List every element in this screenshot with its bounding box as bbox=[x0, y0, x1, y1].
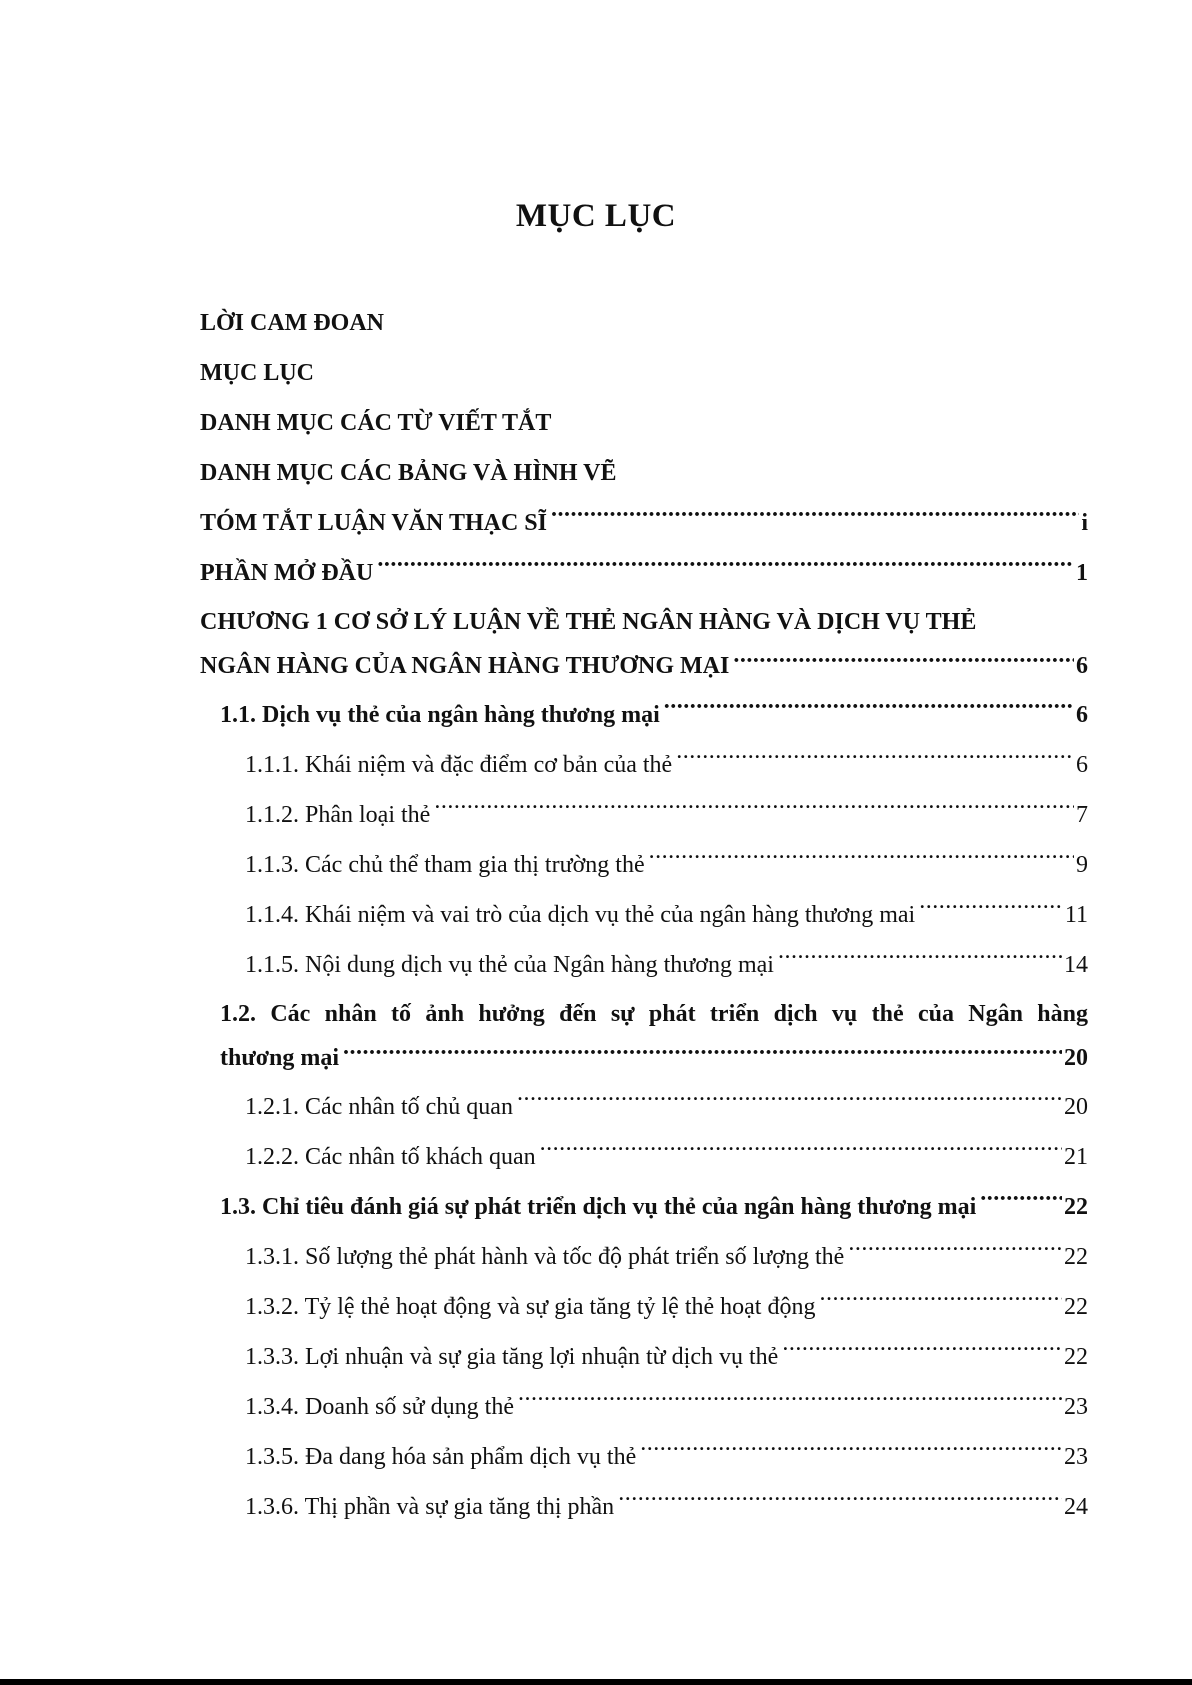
dot-leader bbox=[980, 1190, 1062, 1214]
toc-entry-text: 1.3.5. Đa dang hóa sản phẩm dịch vụ thẻ bbox=[245, 1444, 637, 1470]
toc-entry[interactable] bbox=[200, 498, 1088, 548]
toc-entry-text: TÓM TẮT LUẬN VĂN THẠC SĨ bbox=[200, 510, 547, 536]
toc-entry[interactable] bbox=[200, 548, 1088, 598]
toc-entry-text: 1.1. Dịch vụ thẻ của ngân hàng thương mại bbox=[220, 702, 660, 728]
toc-section-entry[interactable] bbox=[200, 690, 1088, 740]
toc-subsection-entry[interactable] bbox=[200, 1382, 1088, 1432]
toc-entry-text: 1.3. Chỉ tiêu đánh giá sự phát triển dịch vụ thẻ của ngân hàng thương mại bbox=[220, 1194, 977, 1220]
toc-page-number: 7 bbox=[1076, 802, 1088, 828]
toc-subsection-entry[interactable] bbox=[200, 1082, 1088, 1132]
toc-page-number: 6 bbox=[1076, 653, 1088, 679]
dot-leader bbox=[782, 1340, 1062, 1364]
toc-entry-text: 1.3.2. Tỷ lệ thẻ hoạt động và sự gia tăng tỷ lệ thẻ hoạt động bbox=[245, 1294, 816, 1320]
toc-page-number: 22 bbox=[1064, 1344, 1088, 1370]
toc-chapter-entry[interactable] bbox=[200, 598, 1088, 688]
toc-entry-text: CHƯƠNG 1 CƠ SỞ LÝ LUẬN VỀ THẺ NGÂN HÀNG VÀ DỊCH VỤ THẺ bbox=[200, 609, 977, 635]
dot-leader bbox=[778, 948, 1062, 972]
toc-entry-text: PHẦN MỞ ĐẦU bbox=[200, 560, 374, 586]
toc-entry-text: 1.1.1. Khái niệm và đặc điểm cơ bản của thẻ bbox=[245, 752, 673, 778]
toc-entry-text: 1.3.3. Lợi nhuận và sự gia tăng lợi nhuận từ dịch vụ thẻ bbox=[245, 1344, 779, 1370]
toc-page-number: i bbox=[1081, 510, 1088, 536]
dot-leader bbox=[848, 1240, 1062, 1264]
toc-subsection-entry[interactable] bbox=[200, 740, 1088, 790]
dot-leader bbox=[377, 556, 1074, 580]
toc-page-number: 22 bbox=[1064, 1194, 1088, 1220]
page-title: MỤC LỤC bbox=[515, 198, 677, 234]
toc-entry[interactable] bbox=[200, 398, 1088, 448]
dot-leader bbox=[640, 1440, 1062, 1464]
dot-leader bbox=[517, 1090, 1062, 1114]
toc-entry[interactable] bbox=[200, 298, 1088, 348]
toc-entry-text: MỤC LỤC bbox=[200, 360, 314, 386]
toc-page-number: 6 bbox=[1076, 752, 1088, 778]
toc-subsection-entry[interactable] bbox=[200, 1332, 1088, 1382]
toc-page-number: 14 bbox=[1064, 952, 1088, 978]
dot-leader bbox=[618, 1490, 1062, 1514]
toc-page-number: 23 bbox=[1064, 1444, 1088, 1470]
toc-subsection-entry[interactable] bbox=[200, 790, 1088, 840]
table-of-contents bbox=[200, 298, 1088, 1532]
toc-section-entry[interactable] bbox=[200, 1182, 1088, 1232]
toc-subsection-entry[interactable] bbox=[200, 1282, 1088, 1332]
toc-entry-text-continued: NGÂN HÀNG CỦA NGÂN HÀNG THƯƠNG MẠI bbox=[200, 653, 730, 679]
toc-entry[interactable] bbox=[200, 448, 1088, 498]
toc-page-number: 6 bbox=[1076, 702, 1088, 728]
toc-page-number: 11 bbox=[1064, 902, 1088, 928]
toc-entry-text-continued: thương mại bbox=[220, 1045, 340, 1071]
toc-entry-text: 1.1.4. Khái niệm và vai trò của dịch vụ thẻ của ngân hàng thương mai bbox=[245, 902, 916, 928]
dot-leader bbox=[819, 1290, 1062, 1314]
toc-page-number: 23 bbox=[1064, 1394, 1088, 1420]
toc-subsection-entry[interactable] bbox=[200, 1232, 1088, 1282]
dot-leader bbox=[919, 898, 1063, 922]
toc-subsection-entry[interactable] bbox=[200, 1132, 1088, 1182]
toc-page-number: 9 bbox=[1076, 852, 1088, 878]
toc-entry-text: 1.1.5. Nội dung dịch vụ thẻ của Ngân hàng thương mại bbox=[245, 952, 774, 978]
dot-leader bbox=[540, 1140, 1062, 1164]
toc-subsection-entry[interactable] bbox=[200, 1482, 1088, 1532]
dot-leader bbox=[676, 748, 1074, 772]
dot-leader bbox=[518, 1390, 1062, 1414]
toc-entry-text: 1.3.6. Thị phần và sự gia tăng thị phần bbox=[245, 1494, 615, 1520]
toc-section-entry[interactable] bbox=[200, 990, 1088, 1080]
toc-entry-text: 1.2.2. Các nhân tố khách quan bbox=[245, 1144, 536, 1170]
page-bottom-edge bbox=[0, 1679, 1192, 1685]
toc-subsection-entry[interactable] bbox=[200, 1432, 1088, 1482]
toc-page-number: 20 bbox=[1064, 1045, 1088, 1071]
toc-entry-text: LỜI CAM ĐOAN bbox=[200, 310, 384, 336]
toc-subsection-entry[interactable] bbox=[200, 890, 1088, 940]
toc-entry-text: 1.1.2. Phân loại thẻ bbox=[245, 802, 431, 828]
dot-leader bbox=[664, 698, 1074, 722]
toc-entry-text: DANH MỤC CÁC BẢNG VÀ HÌNH VẼ bbox=[200, 460, 617, 486]
toc-entry-text: DANH MỤC CÁC TỪ VIẾT TẮT bbox=[200, 410, 552, 436]
toc-entry-text: 1.2.1. Các nhân tố chủ quan bbox=[245, 1094, 513, 1120]
dot-leader bbox=[343, 1041, 1062, 1065]
toc-page-number: 21 bbox=[1064, 1144, 1088, 1170]
toc-page-number: 22 bbox=[1064, 1244, 1088, 1270]
toc-entry-text: 1.3.4. Doanh số sử dụng thẻ bbox=[245, 1394, 514, 1420]
toc-subsection-entry[interactable] bbox=[200, 940, 1088, 990]
toc-page-number: 24 bbox=[1064, 1494, 1088, 1520]
dot-leader bbox=[551, 506, 1079, 530]
dot-leader bbox=[434, 798, 1074, 822]
dot-leader bbox=[649, 848, 1074, 872]
toc-page-number: 1 bbox=[1076, 560, 1088, 586]
toc-entry-text: 1.2. Các nhân tố ảnh hưởng đến sự phát triển dịch vụ thẻ của Ngân hàng bbox=[220, 1001, 1088, 1027]
dot-leader bbox=[733, 649, 1074, 673]
toc-entry[interactable] bbox=[200, 348, 1088, 398]
toc-subsection-entry[interactable] bbox=[200, 840, 1088, 890]
toc-page-number: 22 bbox=[1064, 1294, 1088, 1320]
toc-page-number: 20 bbox=[1064, 1094, 1088, 1120]
toc-entry-text: 1.3.1. Số lượng thẻ phát hành và tốc độ phát triển số lượng thẻ bbox=[245, 1244, 845, 1270]
toc-entry-text: 1.1.3. Các chủ thể tham gia thị trường thẻ bbox=[245, 852, 645, 878]
